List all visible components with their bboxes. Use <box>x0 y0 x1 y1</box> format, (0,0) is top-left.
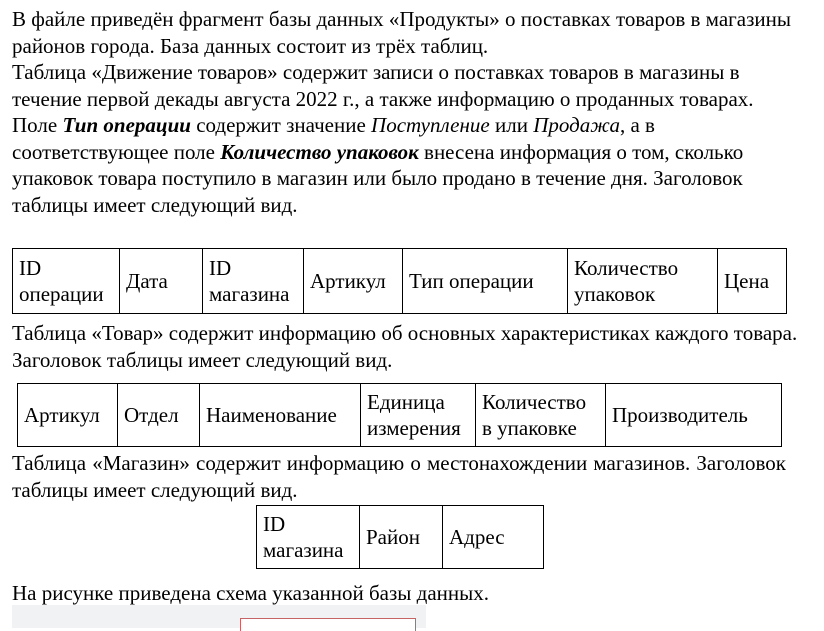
table-cell: Дата <box>120 249 203 314</box>
table-cell: ID операции <box>13 249 120 314</box>
table-cell: Количество упаковок <box>568 249 718 314</box>
table-cell: Тип операции <box>403 249 568 314</box>
goods-table-intro: Таблица «Товар» содержит информацию об основных характеристиках каждого товара. Заголовок таблицы имеет следующий вид. <box>12 321 798 372</box>
table-cell: Количество в упаковке <box>476 384 606 447</box>
movement-table-header <box>12 248 787 314</box>
store-table-header <box>256 505 544 569</box>
schema-intro: На рисунке приведена схема указанной базы данных. <box>12 581 489 605</box>
table-cell: Производитель <box>606 384 782 447</box>
text-run: , а в соответствующее поле <box>12 113 655 164</box>
text-run: Таблица «Движение товаров» содержит записи о поставках товаров в магазины в течение первой декады августа 2022 г., а также информацию о проданных товарах. Поле <box>12 60 754 137</box>
text-run: В файле приведён фрагмент базы данных «Продукты» о поставках товаров в магазины районов города. База данных состоит из трёх таблиц. <box>12 7 791 58</box>
table-cell: Район <box>360 506 443 569</box>
text-run: внесена информация о том, сколько упаковок товара поступило в магазин или было продано в течение дня. Заголовок таблицы имеет следующий вид. <box>12 139 744 217</box>
table-cell: Цена <box>718 249 787 314</box>
emphasis-text: Тип операции <box>62 113 191 137</box>
emphasis-text: Продажа <box>533 113 620 137</box>
table-row <box>13 249 787 314</box>
table-cell: Единица измерения <box>361 384 476 447</box>
table-cell: Адрес <box>443 506 544 569</box>
emphasis-text: Количество упаковок <box>220 139 419 164</box>
table-row <box>18 384 782 447</box>
emphasis-text: Поступление <box>371 113 490 137</box>
intro-paragraph <box>12 6 802 218</box>
goods-table-header <box>17 383 782 447</box>
store-table-intro: Таблица «Магазин» содержит информацию о местонахождении магазинов. Заголовок таблицы имеет следующий вид. <box>12 451 786 502</box>
table-cell: ID магазина <box>203 249 304 314</box>
text-run: содержит значение <box>190 113 372 137</box>
text-run: или <box>489 113 534 137</box>
table-cell: Артикул <box>18 384 118 447</box>
table-row <box>257 506 544 569</box>
table-cell: Артикул <box>304 249 403 314</box>
table-cell: Отдел <box>118 384 200 447</box>
table-cell: ID магазина <box>257 506 360 569</box>
schema-table-box <box>240 618 416 631</box>
table-cell: Наименование <box>200 384 361 447</box>
